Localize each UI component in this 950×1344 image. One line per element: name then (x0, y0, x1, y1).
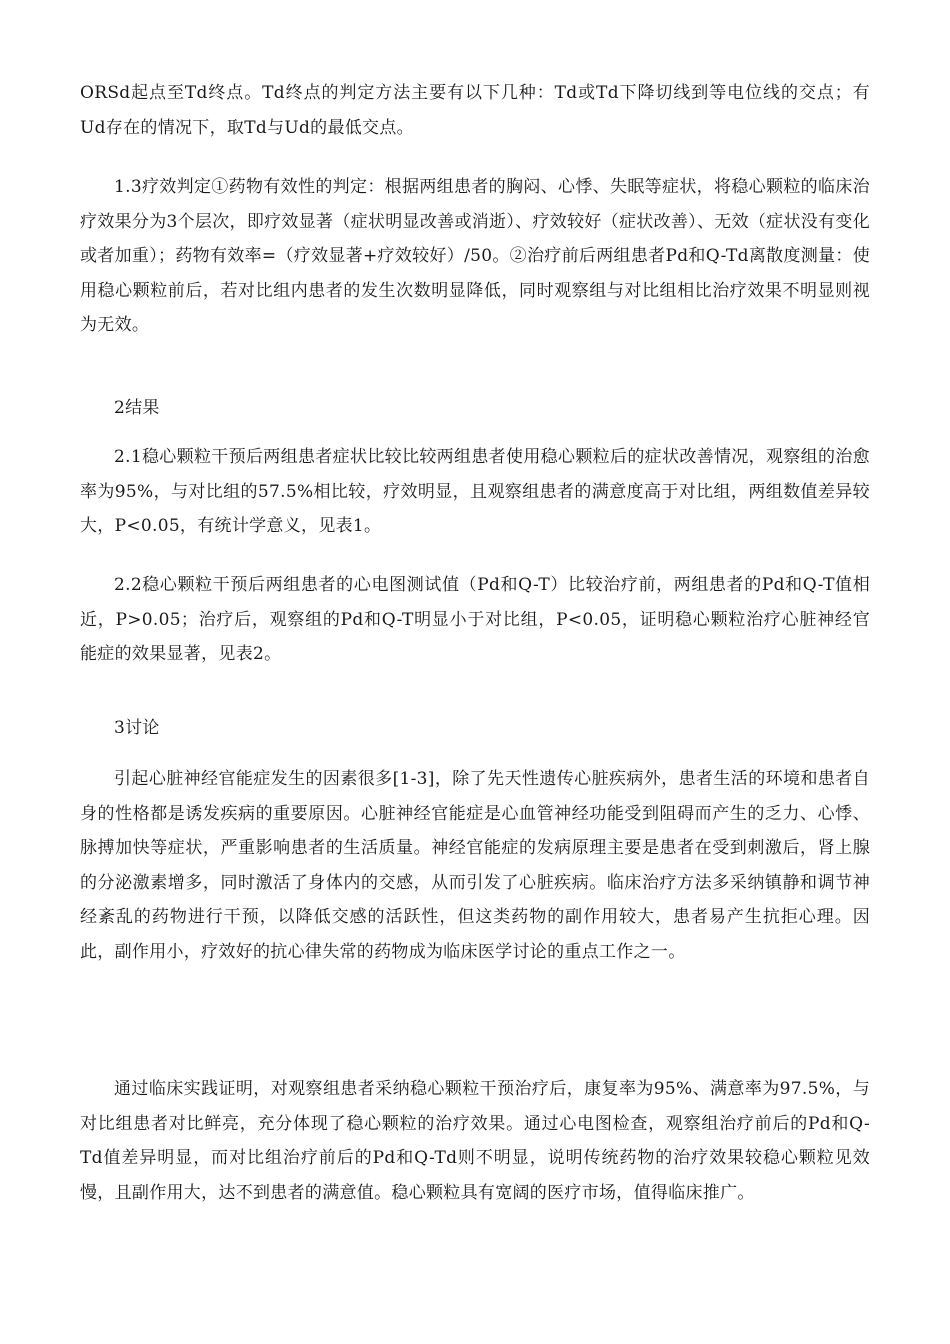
paragraph-discussion-conclusion: 通过临床实践证明，对观察组患者采纳稳心颗粒干预治疗后，康复率为95%、满意率为97.5%，与对比组患者对比鲜亮，充分体现了稳心颗粒的治疗效果。通过心电图检查，观察组治疗前后的Pd和Q-Td值差异明显，而对比组治疗前后的Pd和Q-Td则不明显，说明传统药物的治疗效果较稳心颗粒见效慢，且副作用大，达不到患者的满意值。稳心颗粒具有宽阔的医疗市场，值得临床推广。 (80, 1079, 870, 1203)
section-heading-discussion: 3讨论 (114, 718, 160, 738)
paragraph-result-symptoms: 2.1稳心颗粒干预后两组患者症状比较比较两组患者使用稳心颗粒后的症状改善情况，观察组的治愈率为95%，与对比组的57.5%相比较，疗效明显，且观察组患者的满意度高于对比组，两组数值差异较大，P<0.05，有统计学意义，见表1。 (80, 447, 870, 536)
paragraph-continuation: ORSd起点至Td终点。Td终点的判定方法主要有以下几种：Td或Td下降切线到等电位线的交点；有Ud存在的情况下，取Td与Ud的最低交点。 (80, 83, 870, 138)
paragraph-result-ecg: 2.2稳心颗粒干预后两组患者的心电图测试值（Pd和Q-T）比较治疗前，两组患者的Pd和Q-T值相近，P>0.05；治疗后，观察组的Pd和Q-T明显小于对比组，P<0.05，证明稳心颗粒治疗心脏神经官能症的效果显著，见表2。 (80, 575, 870, 664)
paragraph-efficacy-criteria: 1.3疗效判定①药物有效性的判定：根据两组患者的胸闷、心悸、失眠等症状，将稳心颗粒的临床治疗效果分为3个层次，即疗效显著（症状明显改善或消逝）、疗效较好（症状改善）、无效（症状没有变化或者加重）；药物有效率=（疗效显著+疗效较好）/50。②治疗前后两组患者Pd和Q-Td离散度测量：使用稳心颗粒前后，若对比组内患者的发生次数明显降低，同时观察组与对比组相比治疗效果不明显则视为无效。 (80, 177, 870, 335)
section-heading-results: 2结果 (114, 398, 160, 418)
paragraph-discussion-causes: 引起心脏神经官能症发生的因素很多[1-3]，除了先天性遗传心脏疾病外，患者生活的环境和患者自身的性格都是诱发疾病的重要原因。心脏神经官能症是心血管神经功能受到阻碍而产生的乏力、心悸、脉搏加快等症状，严重影响患者的生活质量。神经官能症的发病原理主要是患者在受到刺激后，肾上腺的分泌激素增多，同时激活了身体内的交感，从而引发了心脏疾病。临床治疗方法多采纳镇静和调节神经紊乱的药物进行干预，以降低交感的活跃性，但这类药物的副作用较大，患者易产生抗拒心理。因此，副作用小，疗效好的抗心律失常的药物成为临床医学讨论的重点工作之一。 (80, 769, 870, 962)
